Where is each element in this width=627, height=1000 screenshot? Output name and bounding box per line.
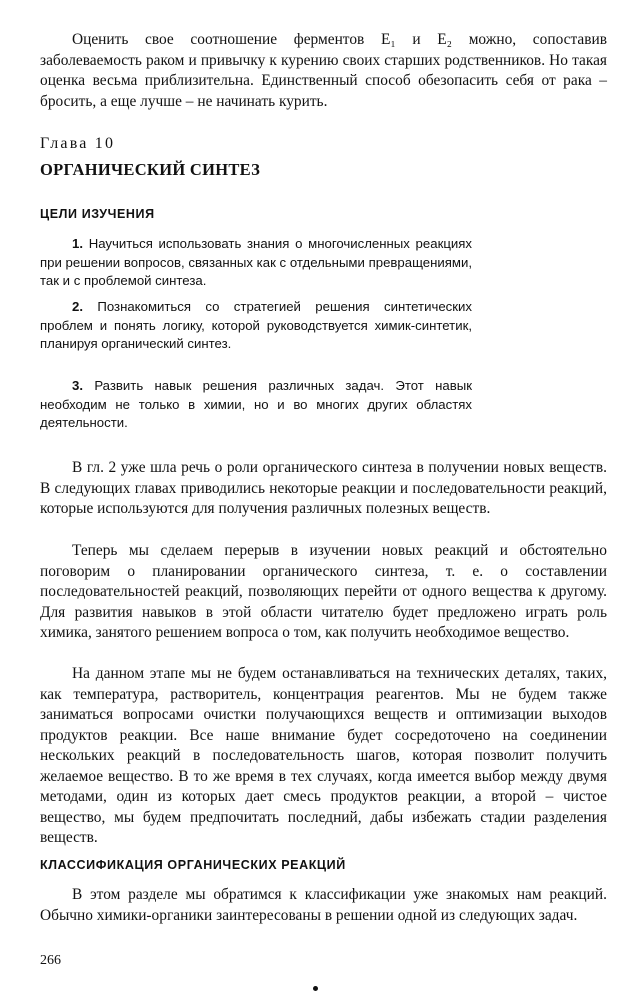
body-paragraph-2: Теперь мы сделаем перерыв в изучении новых реакций и обстоятельно поговорим о планировании органического синтеза, т. е. о составлении последовательностей реакций, позволяющих перейти от одного вещества к другому. Для развития навыков в этой области читателю будет предложено играть роль химика, занятого решением вопроса о том, как получить необходимое вещество.: [40, 542, 607, 641]
classification-heading: КЛАССИФИКАЦИЯ ОРГАНИЧЕСКИХ РЕАКЦИЙ: [40, 858, 346, 872]
intro-paragraph: Оценить свое соотношение ферментов E₁ и E₂ можно, сопоставив заболеваемость раком и привычку к курению своих старших родственников. Но такая оценка весьма приблизительна. Единственный способ обезопасить себя от рака – бросить, а еще лучше – не начинать курить.: [40, 31, 607, 110]
body-paragraph-1: В гл. 2 уже шла речь о роли органического синтеза в получении новых веществ. В следующих главах приводились некоторые реакции и последовательности реакций, которые используются для получения различных полезных веществ.: [40, 459, 607, 517]
scan-dot-mark: [313, 986, 318, 991]
goal-number: 1.: [72, 236, 83, 251]
classification-paragraph: В этом разделе мы обратимся к классификации уже знакомых нам реакций. Обычно химики-органики заинтересованы в решении одной из следующих задач.: [40, 886, 607, 924]
goal-text: Научиться использовать знания о многочисленных реакциях при решении вопросов, связанных как с отдельными превращениями, так и с проблемой синтеза.: [40, 236, 472, 289]
study-goals-heading: ЦЕЛИ ИЗУЧЕНИЯ: [40, 207, 155, 221]
goal-text: Познакомиться со стратегией решения синтетических проблем и понять логику, которой руководствуется химик-синтетик, планируя органический синтез.: [40, 299, 472, 352]
study-goal-item-3: [40, 377, 472, 433]
goal-number: 2.: [72, 299, 83, 314]
chapter-label: Глава 10: [40, 135, 116, 152]
study-goal-item-1: [40, 235, 472, 291]
goal-number: 3.: [72, 378, 83, 393]
page-number: 266: [40, 953, 61, 968]
body-paragraph-3: На данном этапе мы не будем останавливаться на технических деталях, таких, как температура, растворитель, концентрация реагентов. Мы не будем также заниматься вопросами очистки получающихся веществ и оптимизации выходов продуктов реакции. Все наше внимание будет сосредоточено на соединении нескольких реакций в последовательность шагов, которая позволит получить желаемое вещество. В то же время в тех случаях, когда имеется выбор между двумя методами, один из которых дает смесь продуктов реакции, а второй – чистое вещество, мы будем предпочитать последний, дабы избежать стадии разделения веществ.: [40, 665, 607, 846]
goal-text: Развить навык решения различных задач. Этот навык необходим не только в химии, но и во многих других областях деятельности.: [40, 378, 472, 431]
study-goal-item-2: [40, 298, 472, 354]
chapter-title: ОРГАНИЧЕСКИЙ СИНТЕЗ: [40, 160, 261, 179]
